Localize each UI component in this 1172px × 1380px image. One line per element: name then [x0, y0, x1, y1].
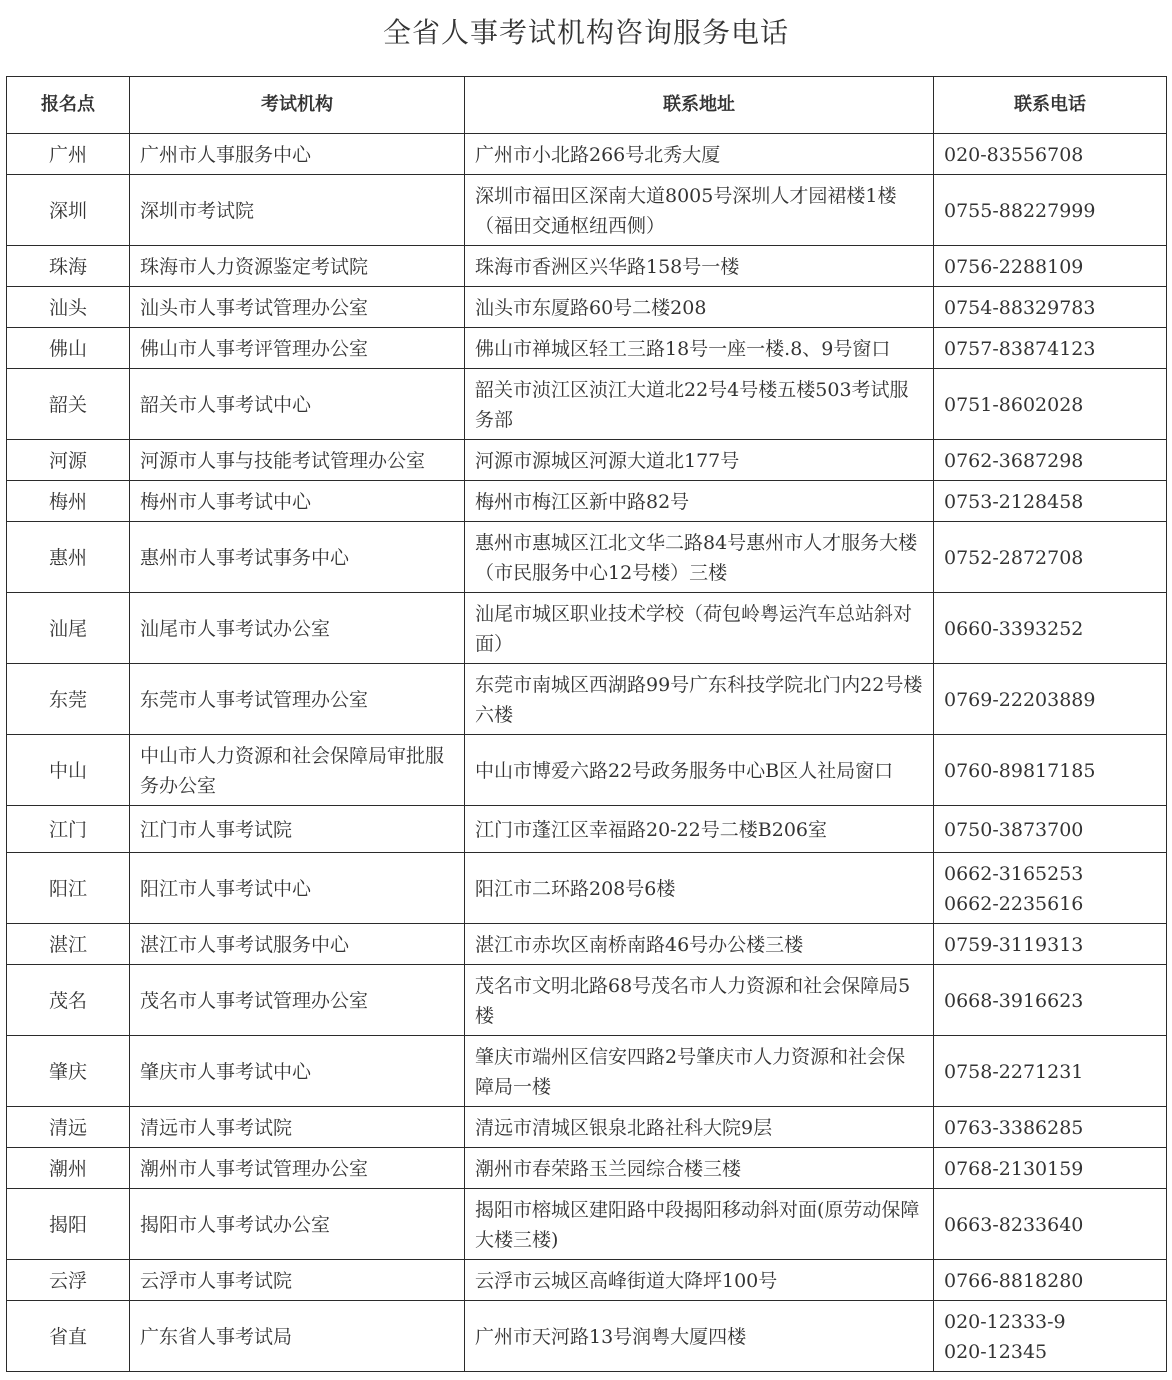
cell-address: 揭阳市榕城区建阳路中段揭阳移动斜对面(原劳动保障大楼三楼): [465, 1189, 934, 1260]
cell-org: 佛山市人事考评管理办公室: [130, 328, 465, 369]
cell-site: 东莞: [7, 664, 130, 735]
contact-table: [6, 76, 1167, 1372]
cell-site: 云浮: [7, 1260, 130, 1301]
table-header-row: [7, 77, 1167, 134]
cell-phone: [934, 328, 1167, 369]
cell-phone: [934, 593, 1167, 664]
phone-number: 0755-88227999: [944, 199, 1096, 222]
table-row: [7, 1107, 1167, 1148]
cell-site: 省直: [7, 1301, 130, 1372]
phone-number: 0663-8233640: [944, 1213, 1084, 1236]
cell-org: 阳江市人事考试中心: [130, 853, 465, 924]
cell-address: 汕头市东厦路60号二楼208: [465, 287, 934, 328]
cell-phone: [934, 806, 1167, 853]
table-row: [7, 1260, 1167, 1301]
cell-phone: [934, 1107, 1167, 1148]
page-title: 全省人事考试机构咨询服务电话: [382, 16, 789, 49]
phone-number: 0750-3873700: [944, 818, 1084, 841]
cell-org: 河源市人事与技能考试管理办公室: [130, 440, 465, 481]
cell-phone: [934, 246, 1167, 287]
header-address: 联系地址: [465, 77, 934, 134]
table-row: [7, 440, 1167, 481]
cell-address: 广州市天河路13号润粤大厦四楼: [465, 1301, 934, 1372]
cell-site: 揭阳: [7, 1189, 130, 1260]
cell-phone: [934, 853, 1167, 924]
cell-site: 江门: [7, 806, 130, 853]
table-row: [7, 593, 1167, 664]
cell-site: 汕头: [7, 287, 130, 328]
cell-org: 中山市人力资源和社会保障局审批服务办公室: [130, 735, 465, 806]
cell-phone: [934, 1260, 1167, 1301]
cell-address: 河源市源城区河源大道北177号: [465, 440, 934, 481]
cell-org: 揭阳市人事考试办公室: [130, 1189, 465, 1260]
table-row: [7, 522, 1167, 593]
cell-phone: [934, 481, 1167, 522]
phone-number: 0768-2130159: [944, 1157, 1084, 1180]
cell-org: 珠海市人力资源鉴定考试院: [130, 246, 465, 287]
phone-number: 020-83556708: [944, 143, 1084, 166]
header-site: 报名点: [7, 77, 130, 134]
cell-address: 梅州市梅江区新中路82号: [465, 481, 934, 522]
cell-address: 深圳市福田区深南大道8005号深圳人才园裙楼1楼（福田交通枢纽西侧）: [465, 175, 934, 246]
cell-address: 江门市蓬江区幸福路20-22号二楼B206室: [465, 806, 934, 853]
cell-site: 韶关: [7, 369, 130, 440]
cell-org: 广东省人事考试局: [130, 1301, 465, 1372]
table-row: [7, 853, 1167, 924]
cell-site: 惠州: [7, 522, 130, 593]
table-row: [7, 806, 1167, 853]
phone-number: 0662-2235616: [944, 892, 1084, 915]
cell-org: 深圳市考试院: [130, 175, 465, 246]
cell-address: 汕尾市城区职业技术学校（荷包岭粤运汽车总站斜对面）: [465, 593, 934, 664]
cell-address: 东莞市南城区西湖路99号广东科技学院北门内22号楼六楼: [465, 664, 934, 735]
cell-site: 肇庆: [7, 1036, 130, 1107]
cell-address: 湛江市赤坎区南桥南路46号办公楼三楼: [465, 924, 934, 965]
cell-phone: [934, 735, 1167, 806]
cell-org: 茂名市人事考试管理办公室: [130, 965, 465, 1036]
cell-org: 江门市人事考试院: [130, 806, 465, 853]
cell-org: 东莞市人事考试管理办公室: [130, 664, 465, 735]
table-row: [7, 1189, 1167, 1260]
cell-address: 云浮市云城区高峰街道大降坪100号: [465, 1260, 934, 1301]
table-row: [7, 664, 1167, 735]
table-row: [7, 369, 1167, 440]
cell-address: 中山市博爱六路22号政务服务中心B区人社局窗口: [465, 735, 934, 806]
phone-number: 0756-2288109: [944, 255, 1084, 278]
cell-site: 中山: [7, 735, 130, 806]
header-phone: 联系电话: [934, 77, 1167, 134]
cell-phone: [934, 1036, 1167, 1107]
cell-phone: [934, 1301, 1167, 1372]
cell-phone: [934, 440, 1167, 481]
phone-number: 0769-22203889: [944, 688, 1096, 711]
cell-site: 河源: [7, 440, 130, 481]
cell-phone: [934, 924, 1167, 965]
cell-site: 广州: [7, 134, 130, 175]
cell-address: 阳江市二环路208号6楼: [465, 853, 934, 924]
phone-number: 0762-3687298: [944, 449, 1084, 472]
table-row: [7, 1036, 1167, 1107]
phone-number: 0751-8602028: [944, 393, 1084, 416]
table-row: [7, 175, 1167, 246]
table-row: [7, 924, 1167, 965]
table-row: [7, 1148, 1167, 1189]
phone-number: 0766-8818280: [944, 1269, 1084, 1292]
cell-phone: [934, 965, 1167, 1036]
table-row: [7, 287, 1167, 328]
cell-site: 茂名: [7, 965, 130, 1036]
cell-site: 佛山: [7, 328, 130, 369]
cell-phone: [934, 664, 1167, 735]
cell-site: 深圳: [7, 175, 130, 246]
table-row: [7, 481, 1167, 522]
cell-address: 韶关市浈江区浈江大道北22号4号楼五楼503考试服务部: [465, 369, 934, 440]
cell-org: 湛江市人事考试服务中心: [130, 924, 465, 965]
cell-address: 珠海市香洲区兴华路158号一楼: [465, 246, 934, 287]
cell-org: 梅州市人事考试中心: [130, 481, 465, 522]
phone-number: 0760-89817185: [944, 759, 1096, 782]
cell-site: 汕尾: [7, 593, 130, 664]
cell-org: 汕头市人事考试管理办公室: [130, 287, 465, 328]
cell-address: 惠州市惠城区江北文华二路84号惠州市人才服务大楼（市民服务中心12号楼）三楼: [465, 522, 934, 593]
header-org: 考试机构: [130, 77, 465, 134]
cell-phone: [934, 175, 1167, 246]
phone-number: 020-12345: [944, 1340, 1048, 1363]
table-row: [7, 965, 1167, 1036]
cell-org: 惠州市人事考试事务中心: [130, 522, 465, 593]
cell-org: 清远市人事考试院: [130, 1107, 465, 1148]
phone-number: 0757-83874123: [944, 337, 1096, 360]
cell-org: 云浮市人事考试院: [130, 1260, 465, 1301]
cell-address: 广州市小北路266号北秀大厦: [465, 134, 934, 175]
cell-site: 珠海: [7, 246, 130, 287]
phone-number: 0668-3916623: [944, 989, 1084, 1012]
phone-number: 0662-3165253: [944, 862, 1084, 885]
cell-site: 潮州: [7, 1148, 130, 1189]
cell-org: 广州市人事服务中心: [130, 134, 465, 175]
cell-address: 茂名市文明北路68号茂名市人力资源和社会保障局5楼: [465, 965, 934, 1036]
cell-site: 阳江: [7, 853, 130, 924]
cell-site: 梅州: [7, 481, 130, 522]
table-row: [7, 134, 1167, 175]
cell-site: 湛江: [7, 924, 130, 965]
table-row: [7, 1301, 1167, 1372]
cell-org: 潮州市人事考试管理办公室: [130, 1148, 465, 1189]
cell-phone: [934, 134, 1167, 175]
cell-org: 韶关市人事考试中心: [130, 369, 465, 440]
phone-number: 0660-3393252: [944, 617, 1084, 640]
cell-org: 汕尾市人事考试办公室: [130, 593, 465, 664]
table-row: [7, 246, 1167, 287]
phone-number: 0753-2128458: [944, 490, 1084, 513]
cell-address: 肇庆市端州区信安四路2号肇庆市人力资源和社会保障局一楼: [465, 1036, 934, 1107]
cell-address: 潮州市春荣路玉兰园综合楼三楼: [465, 1148, 934, 1189]
cell-phone: [934, 369, 1167, 440]
cell-phone: [934, 1189, 1167, 1260]
cell-phone: [934, 522, 1167, 593]
phone-number: 0754-88329783: [944, 296, 1096, 319]
cell-site: 清远: [7, 1107, 130, 1148]
table-row: [7, 735, 1167, 806]
phone-number: 0752-2872708: [944, 546, 1084, 569]
phone-number: 0758-2271231: [944, 1060, 1084, 1083]
table-row: [7, 328, 1167, 369]
phone-number: 0763-3386285: [944, 1116, 1084, 1139]
cell-phone: [934, 287, 1167, 328]
cell-address: 清远市清城区银泉北路社科大院9层: [465, 1107, 934, 1148]
cell-org: 肇庆市人事考试中心: [130, 1036, 465, 1107]
phone-number: 020-12333-9: [944, 1310, 1066, 1333]
cell-address: 佛山市禅城区轻工三路18号一座一楼.8、9号窗口: [465, 328, 934, 369]
phone-number: 0759-3119313: [944, 933, 1084, 956]
cell-phone: [934, 1148, 1167, 1189]
